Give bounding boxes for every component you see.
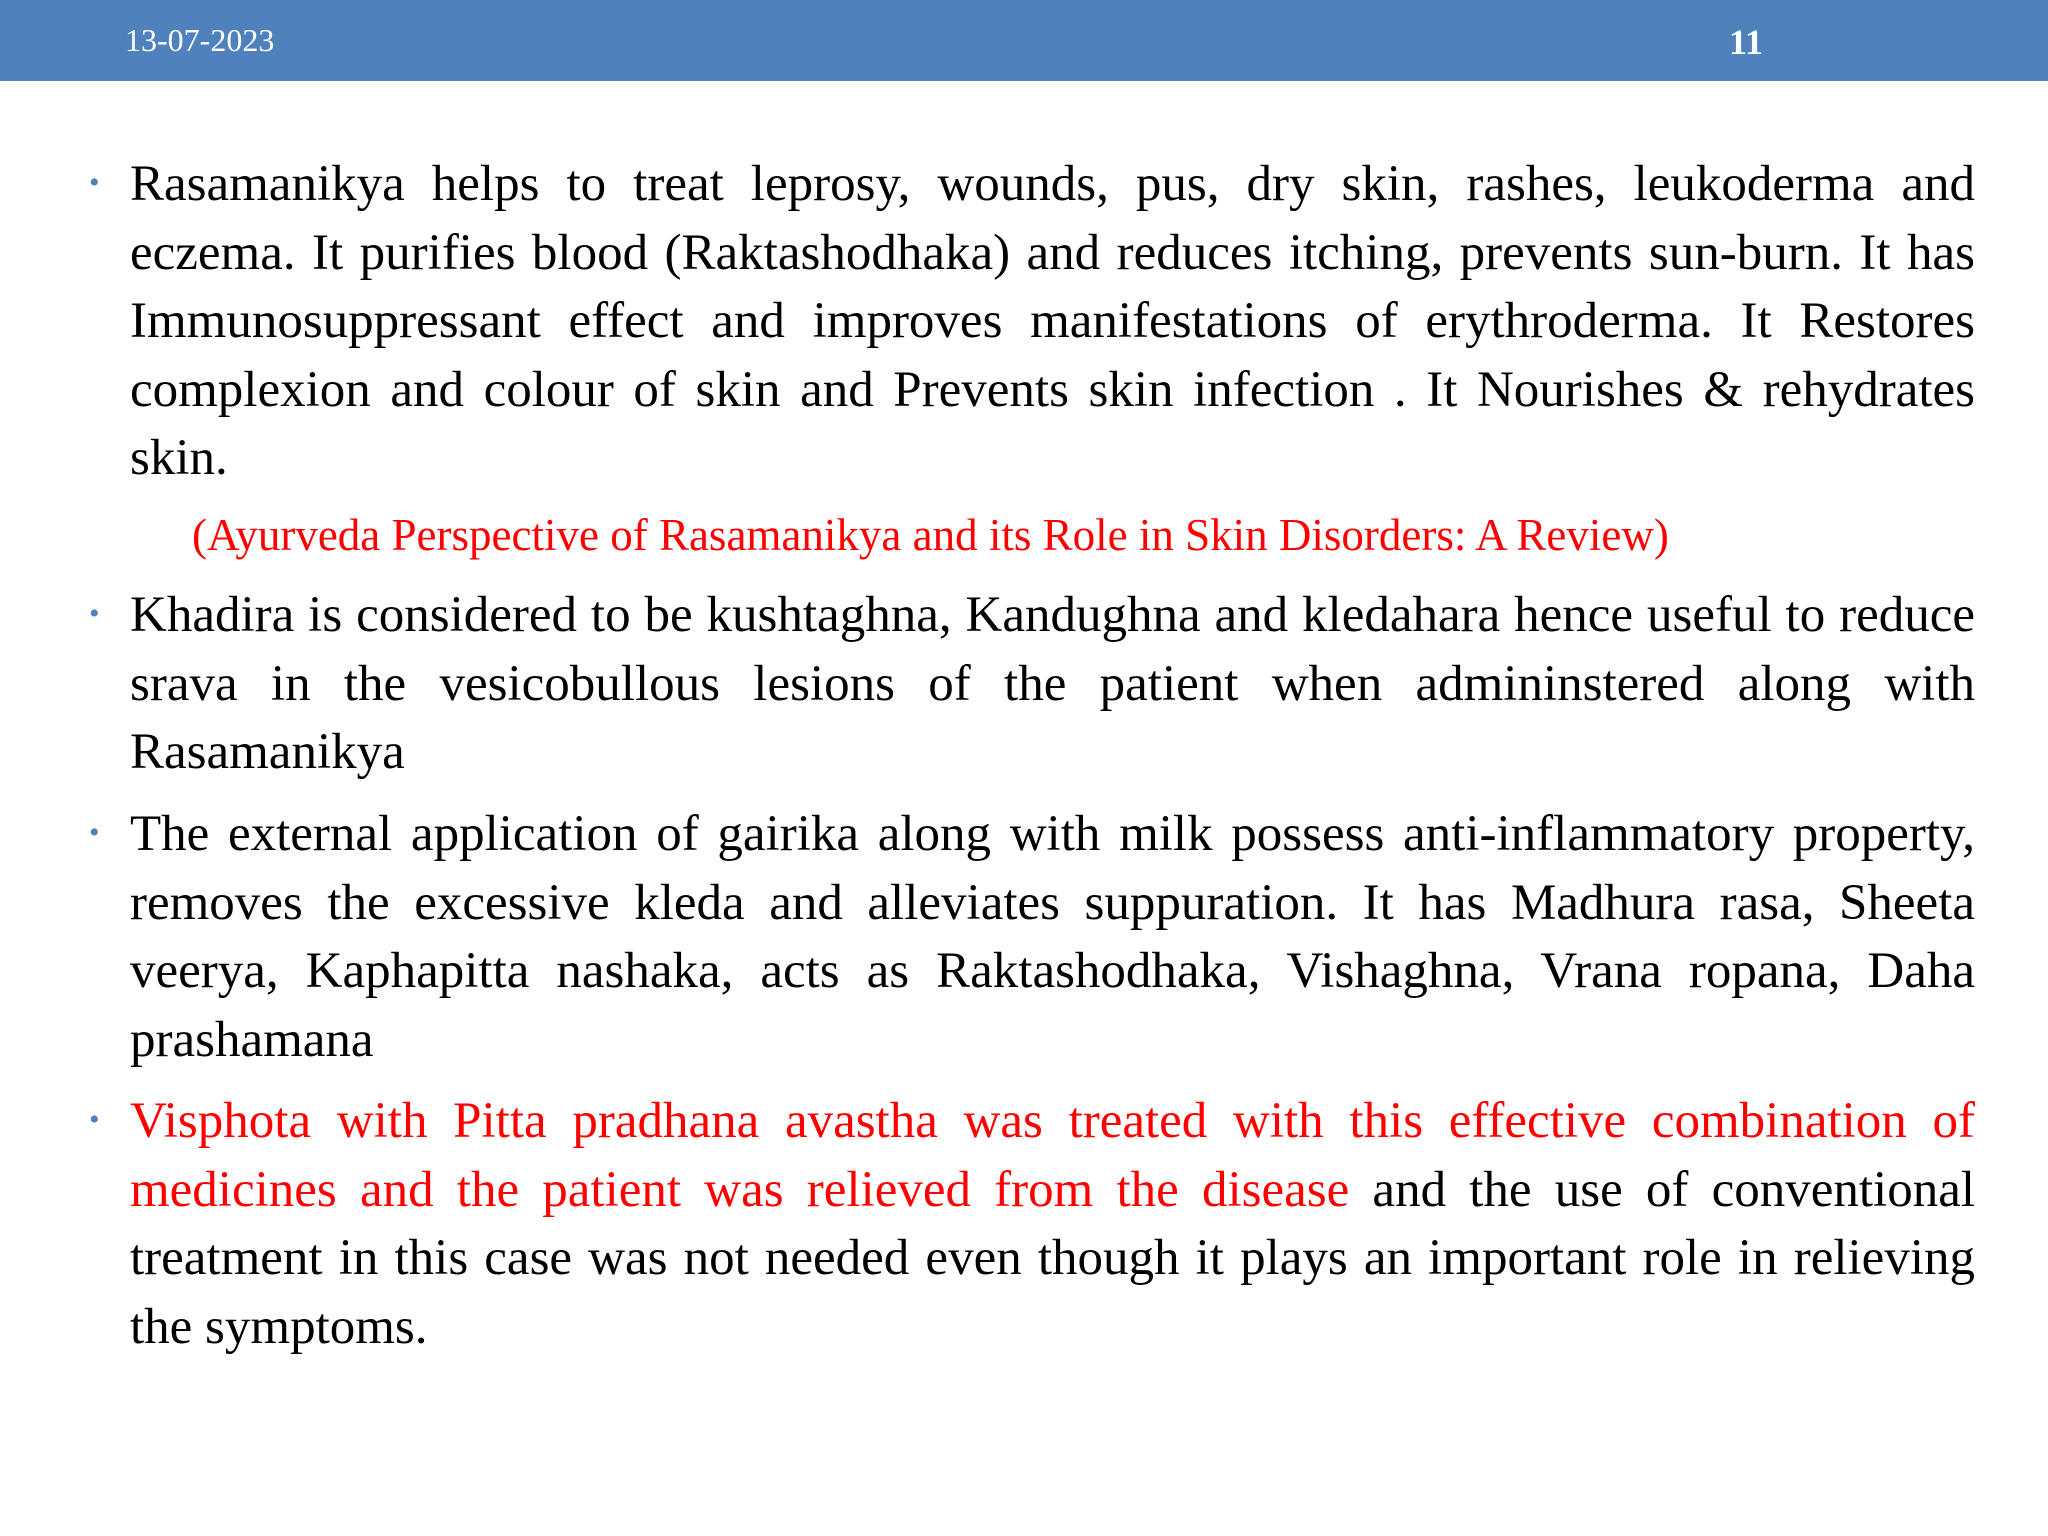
bullet-item-gairika: The external application of gairika along with milk possess anti-inflammatory property, removes the excessive kleda and alleviates suppuration. It has Madhura rasa, Sheeta veerya, Kaphapitta nashaka, acts as Raktashodhaka, Vishaghna, Vrana ropana, Daha prashamana	[130, 806, 1975, 1068]
highlighted-conclusion: Visphota with Pitta pradhana avastha was treated with this effective combination of medicines and the patient was relieved from the disease	[130, 1093, 1975, 1218]
bullet-dot-icon: •	[89, 816, 100, 849]
bullet-item-khadira: Khadira is considered to be kushtaghna, Kandughna and kledahara hence useful to reduce srava in the vesicobullous lesions of the patient when admininstered along with Rasamanikya	[130, 587, 1975, 780]
slide-page-number: 11	[1729, 22, 1764, 62]
bullet-item-visphota-rest: and the use of conventional treatment in this case was not needed even though it plays an important role in relieving the symptoms.	[130, 1161, 1976, 1355]
slide-date: 13-07-2023	[125, 22, 275, 58]
bullet-item-rasamanikya: Rasamanikya helps to treat leprosy, wounds, pus, dry skin, rashes, leukoderma and eczema. It purifies blood (Raktashodhaka) and reduces itching, prevents sun-burn. It has Immunosuppressant effect and improves manifestations of erythroderma. It Restores complexion and colour of skin and Prevents skin infection . It Nourishes & rehydrates skin.	[130, 156, 1975, 486]
header-bar	[0, 0, 2048, 81]
bullet-dot-icon: •	[89, 1103, 100, 1136]
bullet-item-visphota	[130, 1087, 1975, 1361]
bullet-dot-icon: •	[89, 597, 100, 630]
bullet-dot-icon: •	[89, 166, 100, 199]
citation-text: (Ayurveda Perspective of Rasamanikya and its Role in Skin Disorders: A Review)	[192, 510, 1669, 560]
